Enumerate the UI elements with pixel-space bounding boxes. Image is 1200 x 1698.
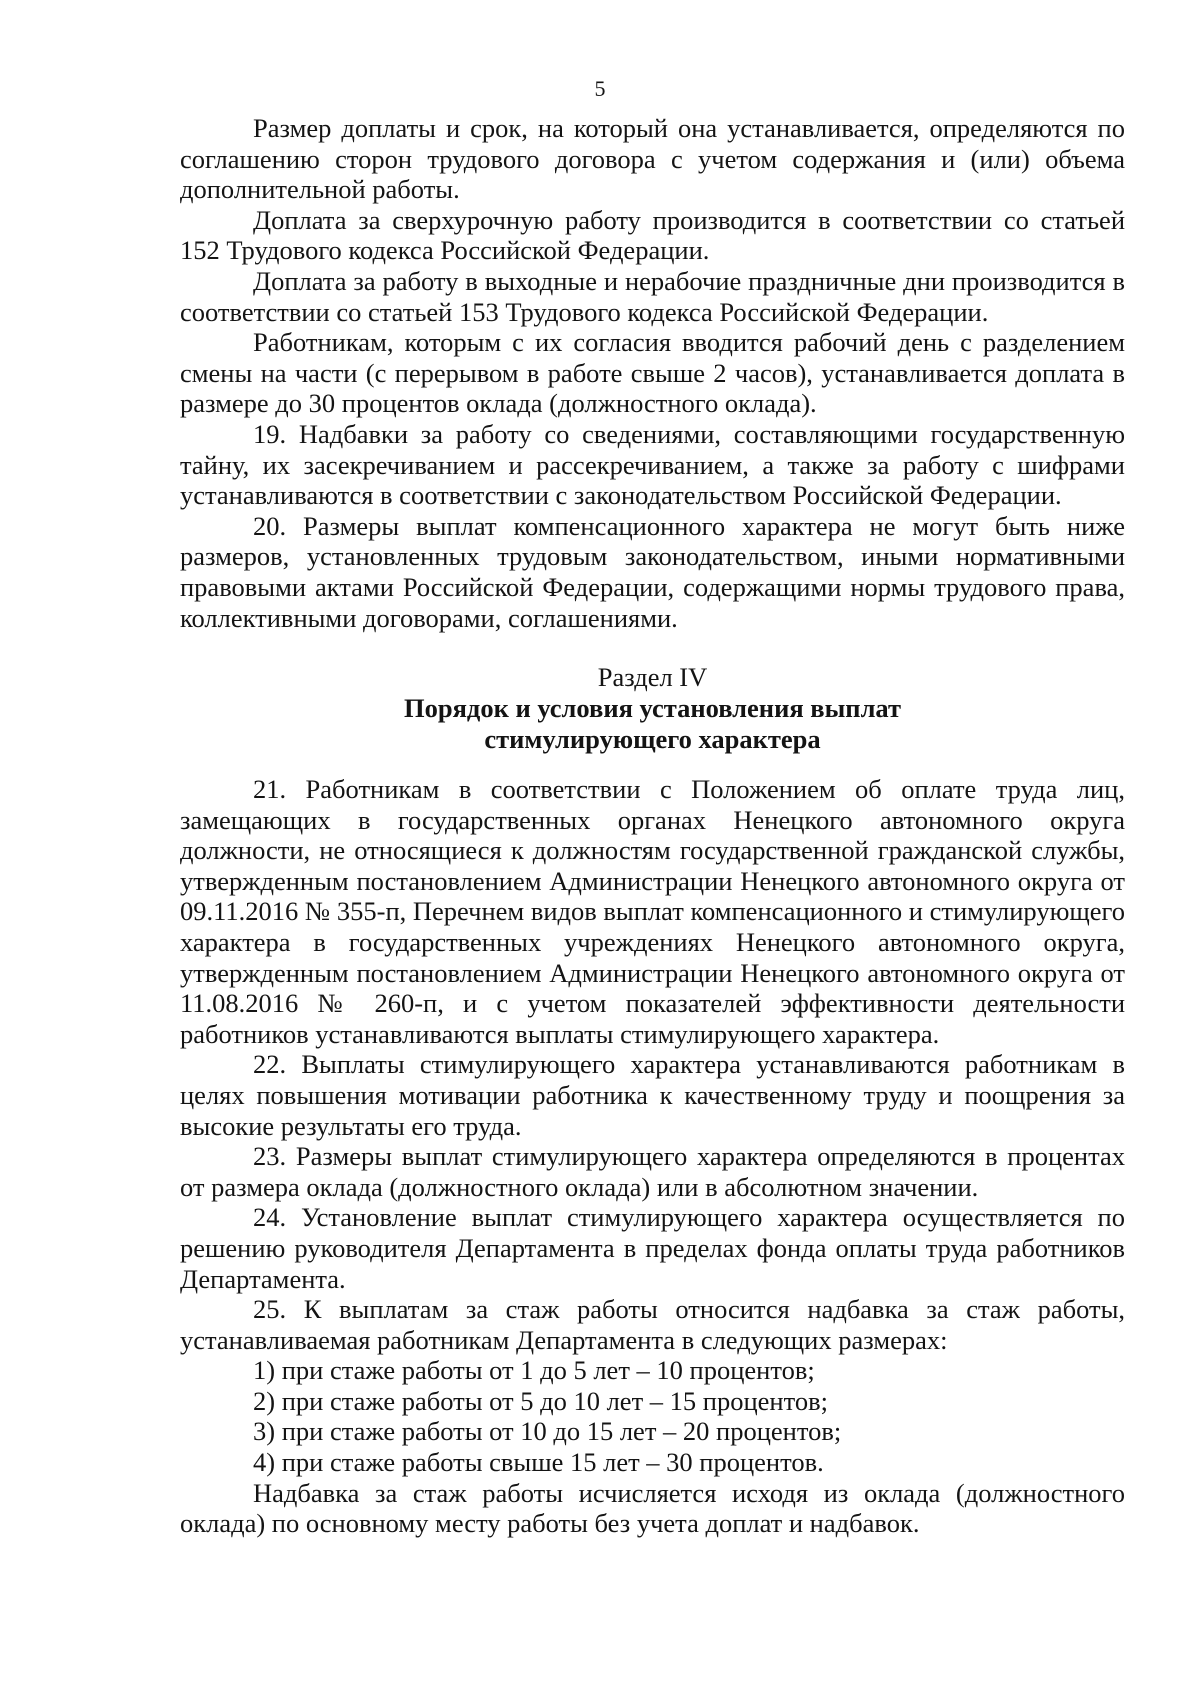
list-item-seniority-1: 1) при стаже работы от 1 до 5 лет – 10 процентов; <box>253 1355 815 1386</box>
paragraph-split-shift-pay: Работникам, которым с их согласия вводится рабочий день с разделением смены на части (с перерывом в работе свыше 2 часов), устанавливается доплата в размере до 30 процентов оклада (должностного оклада). <box>180 327 1125 419</box>
section-label: Раздел IV <box>597 662 708 692</box>
paragraph-extra-pay-size: Размер доплаты и срок, на который она устанавливается, определяются по соглашению сторон трудового договора с учетом содержания и (или) объема дополнительной работы. <box>180 113 1125 205</box>
list-item-seniority-4: 4) при стаже работы свыше 15 лет – 30 процентов. <box>253 1447 824 1478</box>
paragraph-item-25: 25. К выплатам за стаж работы относится надбавка за стаж работы, устанавливаемая работникам Департамента в следующих размерах: <box>180 1294 1125 1355</box>
paragraph-seniority-calculation: Надбавка за стаж работы исчисляется исходя из оклада (должностного оклада) по основному месту работы без учета доплат и надбавок. <box>180 1477 1125 1539</box>
paragraph-item-19: 19. Надбавки за работу со сведениями, составляющими государственную тайну, их засекречиванием и рассекречиванием, а также за работу с шифрами устанавливаются в соответствии с законодательством Российской Федерации. <box>180 418 1125 511</box>
paragraph-item-22: 22. Выплаты стимулирующего характера устанавливаются работникам в целях повышения мотивации работника к качественному труду и поощрения за высокие результаты его труда. <box>180 1049 1125 1141</box>
paragraph-item-20: 20. Размеры выплат компенсационного характера не могут быть ниже размеров, установленных трудовым законодательством, иными нормативными правовыми актами Российской Федерации, содержащими нормы трудового права, коллективными договорами, соглашениями. <box>180 510 1125 633</box>
page-number: 5 <box>594 76 606 101</box>
paragraph-item-24: 24. Установление выплат стимулирующего характера осуществляется по решению руководителя Департамента в пределах фонда оплаты труда работников Департамента. <box>180 1202 1125 1294</box>
paragraph-holiday-pay: Доплата за работу в выходные и нерабочие праздничные дни производится в соответствии со статьей 153 Трудового кодекса Российской Федерации. <box>180 265 1125 327</box>
paragraph-overtime-pay: Доплата за сверхурочную работу производится в соответствии со статьей 152 Трудового кодекса Российской Федерации. <box>180 204 1125 266</box>
list-item-seniority-3: 3) при стаже работы от 10 до 15 лет – 20 процентов; <box>253 1416 842 1447</box>
section-title-line-2: стимулирующего характера <box>484 724 821 754</box>
paragraph-item-23: 23. Размеры выплат стимулирующего характера определяются в процентах от размера оклада (должностного оклада) или в абсолютном значении. <box>180 1141 1125 1202</box>
stimulating-payments-text <box>180 774 1125 1539</box>
list-item-seniority-2: 2) при стаже работы от 5 до 10 лет – 15 процентов; <box>253 1385 828 1416</box>
paragraph-item-21: 21. Работникам в соответствии с Положением об оплате труда лиц, замещающих в государственных органах Ненецкого автономного округа должности, не относящиеся к должностям государственной гражданской службы, утвержденным постановлением Администрации Ненецкого автономного округа от 09.11.2016 № 355-п, Перечнем видов выплат компенсационного и стимулирующего характера в государственных учреждениях Ненецкого автономного округа, утвержденным постановлением Администрации Ненецкого автономного округа от 11.08.2016 № 260-п, и с учетом показателей эффективности деятельности работников устанавливаются выплаты стимулирующего характера. <box>180 774 1125 1049</box>
section-title-line-1: Порядок и условия установления выплат <box>403 693 902 723</box>
compensation-payments-text <box>180 113 1125 633</box>
section-heading <box>180 662 1125 755</box>
